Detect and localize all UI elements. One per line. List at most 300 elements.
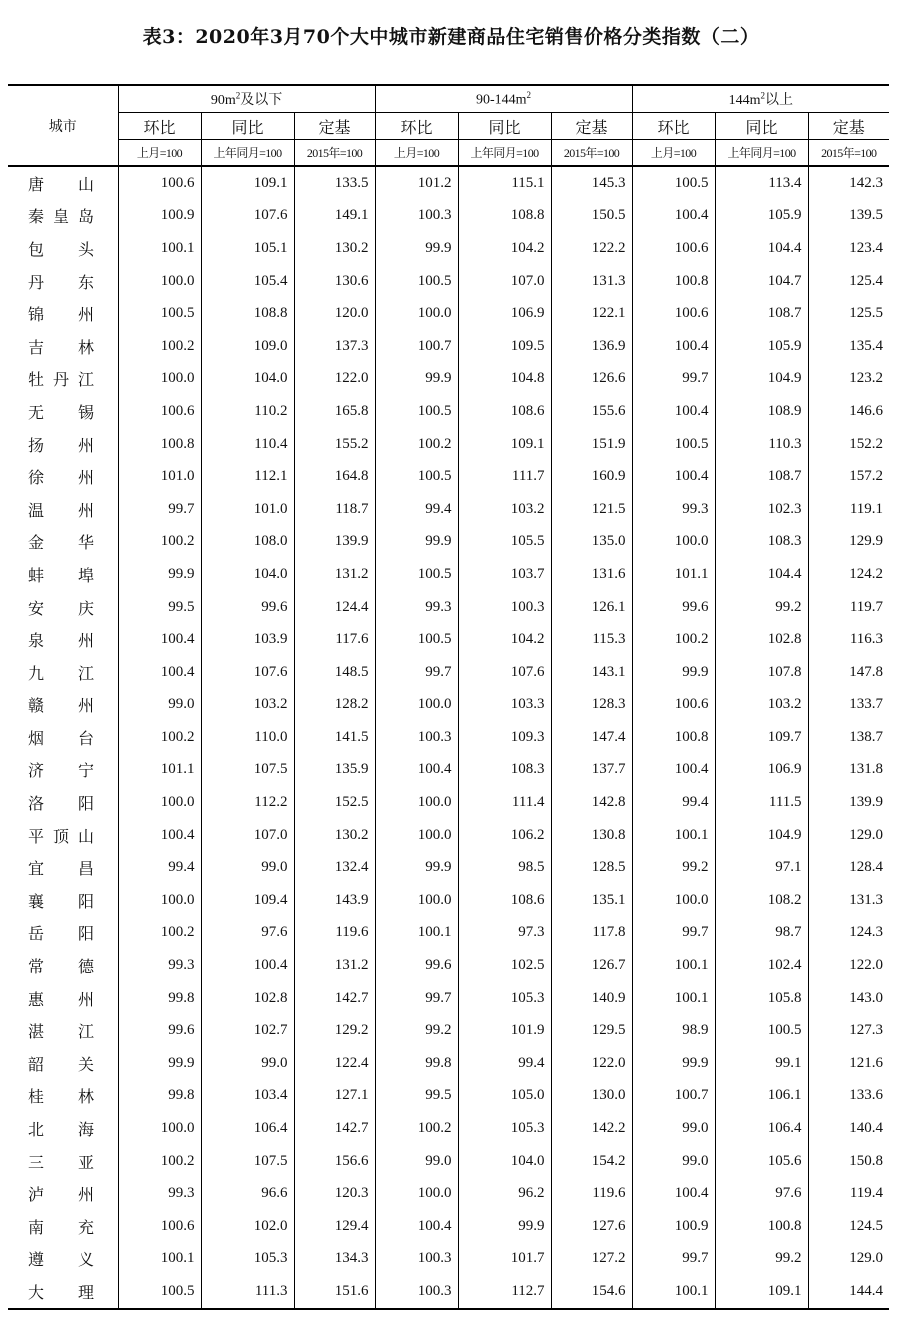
index-value-cell: 137.7 — [551, 754, 632, 787]
index-value-cell: 144.4 — [808, 1275, 889, 1309]
city-name: 襄阳 — [28, 893, 94, 911]
index-value-cell: 96.2 — [458, 1177, 551, 1210]
index-value-cell: 137.3 — [294, 330, 375, 363]
city-name: 桂林 — [28, 1089, 94, 1107]
index-value-cell: 131.3 — [808, 884, 889, 917]
index-value-cell: 99.9 — [632, 656, 715, 689]
index-value-cell: 141.5 — [294, 721, 375, 754]
city-name: 韶关 — [28, 1056, 94, 1074]
index-value-cell: 135.0 — [551, 526, 632, 559]
index-value-cell: 148.5 — [294, 656, 375, 689]
index-value-cell: 99.9 — [632, 1047, 715, 1080]
index-value-cell: 99.3 — [375, 591, 458, 624]
index-value-cell: 100.8 — [715, 1210, 808, 1243]
index-value-cell: 100.0 — [375, 297, 458, 330]
index-value-cell: 108.8 — [458, 200, 551, 233]
table-row — [8, 428, 889, 461]
table-row — [8, 982, 889, 1015]
index-value-cell: 102.3 — [715, 493, 808, 526]
index-value-cell: 100.4 — [201, 949, 294, 982]
index-value-cell: 152.2 — [808, 428, 889, 461]
index-value-cell: 142.7 — [294, 1112, 375, 1145]
index-value-cell: 129.5 — [551, 1014, 632, 1047]
index-value-cell: 109.4 — [201, 884, 294, 917]
index-value-cell: 147.8 — [808, 656, 889, 689]
index-value-cell: 103.9 — [201, 623, 294, 656]
index-value-cell: 99.0 — [201, 851, 294, 884]
index-value-cell: 100.2 — [375, 428, 458, 461]
table-row — [8, 754, 889, 787]
index-value-cell: 129.4 — [294, 1210, 375, 1243]
index-value-cell: 104.4 — [715, 558, 808, 591]
index-value-cell: 108.6 — [458, 884, 551, 917]
page-title: 表3：2020年3月70个大中城市新建商品住宅销售价格分类指数（二） — [142, 26, 760, 48]
index-value-cell: 100.5 — [375, 265, 458, 298]
index-value-cell: 154.2 — [551, 1145, 632, 1178]
index-value-cell: 111.3 — [201, 1275, 294, 1309]
table-row — [8, 265, 889, 298]
index-value-cell: 100.4 — [632, 1177, 715, 1210]
table-row — [8, 623, 889, 656]
index-value-cell: 123.2 — [808, 363, 889, 396]
index-value-cell: 108.0 — [201, 526, 294, 559]
index-value-cell: 100.4 — [632, 200, 715, 233]
sub-header-mom: 环比 — [118, 113, 201, 140]
index-value-cell: 104.9 — [715, 363, 808, 396]
index-value-cell: 104.7 — [715, 265, 808, 298]
index-value-cell: 127.1 — [294, 1080, 375, 1113]
index-value-cell: 142.8 — [551, 786, 632, 819]
city-name: 洛阳 — [28, 796, 94, 814]
city-name: 温州 — [28, 502, 94, 520]
index-value-cell: 121.5 — [551, 493, 632, 526]
index-value-cell: 100.2 — [632, 623, 715, 656]
index-value-cell: 100.4 — [118, 656, 201, 689]
table-row — [8, 200, 889, 233]
index-value-cell: 105.6 — [715, 1145, 808, 1178]
index-value-cell: 120.3 — [294, 1177, 375, 1210]
index-value-cell: 131.6 — [551, 558, 632, 591]
index-value-cell: 107.5 — [201, 1145, 294, 1178]
city-name: 九江 — [28, 665, 94, 683]
base-header-mom: 上月=100 — [118, 140, 201, 167]
index-value-cell: 99.7 — [375, 656, 458, 689]
index-value-cell: 105.4 — [201, 265, 294, 298]
base-header-yoy: 上年同月=100 — [201, 140, 294, 167]
group-header-large: $144m^2$以上 — [632, 85, 889, 113]
index-value-cell: 100.1 — [632, 1275, 715, 1309]
index-value-cell: 100.1 — [375, 917, 458, 950]
sub-header-fixed: 定基 — [808, 113, 889, 140]
city-name: 丹东 — [28, 274, 94, 292]
index-value-cell: 100.5 — [375, 460, 458, 493]
index-value-cell: 99.0 — [201, 1047, 294, 1080]
index-value-cell: 129.0 — [808, 819, 889, 852]
index-value-cell: 130.2 — [294, 819, 375, 852]
table-row — [8, 591, 889, 624]
index-value-cell: 99.9 — [458, 1210, 551, 1243]
index-value-cell: 124.2 — [808, 558, 889, 591]
index-value-cell: 103.2 — [201, 689, 294, 722]
index-value-cell: 130.0 — [551, 1080, 632, 1113]
index-value-cell: 128.2 — [294, 689, 375, 722]
index-value-cell: 100.6 — [118, 395, 201, 428]
index-value-cell: 122.0 — [551, 1047, 632, 1080]
table-row — [8, 363, 889, 396]
index-value-cell: 100.0 — [118, 884, 201, 917]
index-value-cell: 119.7 — [808, 591, 889, 624]
index-value-cell: 124.4 — [294, 591, 375, 624]
index-value-cell: 122.0 — [294, 363, 375, 396]
index-value-cell: 109.1 — [715, 1275, 808, 1309]
index-value-cell: 99.5 — [375, 1080, 458, 1113]
index-value-cell: 108.7 — [715, 460, 808, 493]
city-name: 安庆 — [28, 600, 94, 618]
index-value-cell: 105.5 — [458, 526, 551, 559]
index-value-cell: 100.0 — [375, 689, 458, 722]
index-value-cell: 116.3 — [808, 623, 889, 656]
index-value-cell: 100.2 — [375, 1112, 458, 1145]
index-value-cell: 99.6 — [632, 591, 715, 624]
index-value-cell: 99.9 — [118, 558, 201, 591]
index-value-cell: 109.1 — [201, 166, 294, 200]
index-value-cell: 112.2 — [201, 786, 294, 819]
index-value-cell: 100.3 — [375, 1275, 458, 1309]
city-name: 大理 — [28, 1284, 94, 1302]
index-value-cell: 111.4 — [458, 786, 551, 819]
index-value-cell: 131.8 — [808, 754, 889, 787]
city-name: 南充 — [28, 1219, 94, 1237]
index-value-cell: 140.4 — [808, 1112, 889, 1145]
index-value-cell: 165.8 — [294, 395, 375, 428]
index-value-cell: 135.4 — [808, 330, 889, 363]
index-value-cell: 108.2 — [715, 884, 808, 917]
index-value-cell: 97.3 — [458, 917, 551, 950]
index-value-cell: 105.3 — [201, 1243, 294, 1276]
index-value-cell: 99.4 — [375, 493, 458, 526]
index-value-cell: 100.0 — [375, 1177, 458, 1210]
index-value-cell: 109.1 — [458, 428, 551, 461]
index-value-cell: 140.9 — [551, 982, 632, 1015]
table-row — [8, 493, 889, 526]
index-value-cell: 109.5 — [458, 330, 551, 363]
index-value-cell: 108.6 — [458, 395, 551, 428]
index-value-cell: 99.4 — [118, 851, 201, 884]
table-row — [8, 819, 889, 852]
index-value-cell: 123.4 — [808, 232, 889, 265]
base-header-mom: 上月=100 — [375, 140, 458, 167]
index-value-cell: 131.2 — [294, 949, 375, 982]
index-value-cell: 100.8 — [632, 721, 715, 754]
index-value-cell: 108.7 — [715, 297, 808, 330]
index-value-cell: 145.3 — [551, 166, 632, 200]
index-value-cell: 129.9 — [808, 526, 889, 559]
index-value-cell: 122.0 — [808, 949, 889, 982]
index-value-cell: 100.4 — [118, 819, 201, 852]
table-row — [8, 689, 889, 722]
index-value-cell: 154.6 — [551, 1275, 632, 1309]
index-value-cell: 139.9 — [808, 786, 889, 819]
index-value-cell: 104.0 — [201, 558, 294, 591]
table-row — [8, 949, 889, 982]
index-value-cell: 99.8 — [375, 1047, 458, 1080]
index-value-cell: 104.8 — [458, 363, 551, 396]
index-value-cell: 100.2 — [118, 721, 201, 754]
index-value-cell: 109.7 — [715, 721, 808, 754]
index-value-cell: 110.2 — [201, 395, 294, 428]
index-value-cell: 99.4 — [458, 1047, 551, 1080]
index-value-cell: 102.5 — [458, 949, 551, 982]
index-value-cell: 118.7 — [294, 493, 375, 526]
index-value-cell: 100.4 — [632, 460, 715, 493]
index-value-cell: 100.3 — [375, 1243, 458, 1276]
index-value-cell: 100.2 — [118, 330, 201, 363]
index-value-cell: 101.2 — [375, 166, 458, 200]
index-value-cell: 105.3 — [458, 1112, 551, 1145]
city-name: 锦州 — [28, 307, 94, 325]
index-value-cell: 99.0 — [375, 1145, 458, 1178]
index-value-cell: 100.2 — [118, 917, 201, 950]
index-value-cell: 108.3 — [715, 526, 808, 559]
sub-header-mom: 环比 — [632, 113, 715, 140]
index-value-cell: 100.5 — [375, 558, 458, 591]
index-value-cell: 100.1 — [632, 949, 715, 982]
index-value-cell: 100.8 — [632, 265, 715, 298]
index-value-cell: 119.6 — [294, 917, 375, 950]
city-name: 惠州 — [28, 991, 94, 1009]
index-value-cell: 100.4 — [375, 1210, 458, 1243]
index-value-cell: 99.9 — [375, 232, 458, 265]
table-row — [8, 1014, 889, 1047]
index-value-cell: 129.0 — [808, 1243, 889, 1276]
index-value-cell: 149.1 — [294, 200, 375, 233]
index-value-cell: 106.9 — [715, 754, 808, 787]
index-value-cell: 139.9 — [294, 526, 375, 559]
index-value-cell: 107.6 — [201, 200, 294, 233]
index-value-cell: 99.7 — [375, 982, 458, 1015]
index-value-cell: 101.0 — [118, 460, 201, 493]
index-value-cell: 102.7 — [201, 1014, 294, 1047]
index-value-cell: 100.3 — [375, 200, 458, 233]
table-row — [8, 851, 889, 884]
city-name: 吉林 — [28, 339, 94, 357]
table-row — [8, 460, 889, 493]
index-value-cell: 112.7 — [458, 1275, 551, 1309]
index-value-cell: 164.8 — [294, 460, 375, 493]
index-value-cell: 100.4 — [375, 754, 458, 787]
index-value-cell: 107.6 — [458, 656, 551, 689]
index-value-cell: 100.0 — [375, 819, 458, 852]
index-value-cell: 135.9 — [294, 754, 375, 787]
index-value-cell: 100.3 — [375, 721, 458, 754]
index-value-cell: 146.6 — [808, 395, 889, 428]
index-value-cell: 104.4 — [715, 232, 808, 265]
index-value-cell: 99.7 — [118, 493, 201, 526]
index-value-cell: 105.1 — [201, 232, 294, 265]
index-value-cell: 151.6 — [294, 1275, 375, 1309]
index-value-cell: 128.5 — [551, 851, 632, 884]
index-value-cell: 97.1 — [715, 851, 808, 884]
index-value-cell: 100.9 — [632, 1210, 715, 1243]
index-value-cell: 109.3 — [458, 721, 551, 754]
index-value-cell: 99.8 — [118, 982, 201, 1015]
index-value-cell: 106.2 — [458, 819, 551, 852]
table-row — [8, 1177, 889, 1210]
index-value-cell: 100.1 — [632, 982, 715, 1015]
index-value-cell: 100.5 — [118, 1275, 201, 1309]
index-value-cell: 98.9 — [632, 1014, 715, 1047]
table-row — [8, 1112, 889, 1145]
table-row — [8, 786, 889, 819]
index-value-cell: 100.3 — [458, 591, 551, 624]
index-value-cell: 103.7 — [458, 558, 551, 591]
index-value-cell: 133.6 — [808, 1080, 889, 1113]
index-value-cell: 106.4 — [201, 1112, 294, 1145]
index-value-cell: 138.7 — [808, 721, 889, 754]
city-name: 蚌埠 — [28, 567, 94, 585]
table-row — [8, 330, 889, 363]
index-value-cell: 104.0 — [458, 1145, 551, 1178]
table-row — [8, 558, 889, 591]
index-value-cell: 99.4 — [632, 786, 715, 819]
index-value-cell: 100.7 — [632, 1080, 715, 1113]
base-header-yoy: 上年同月=100 — [715, 140, 808, 167]
group-header-medium: $90-144m^2$ — [375, 85, 632, 113]
index-value-cell: 107.8 — [715, 656, 808, 689]
index-value-cell: 113.4 — [715, 166, 808, 200]
city-name: 无锡 — [28, 404, 94, 422]
index-value-cell: 126.7 — [551, 949, 632, 982]
index-value-cell: 110.4 — [201, 428, 294, 461]
index-value-cell: 133.5 — [294, 166, 375, 200]
index-value-cell: 110.0 — [201, 721, 294, 754]
index-value-cell: 100.0 — [632, 526, 715, 559]
index-value-cell: 134.3 — [294, 1243, 375, 1276]
base-header-fixed: 2015年=100 — [294, 140, 375, 167]
table-row — [8, 1275, 889, 1309]
index-value-cell: 100.6 — [118, 166, 201, 200]
sub-header-yoy: 同比 — [201, 113, 294, 140]
index-value-cell: 150.8 — [808, 1145, 889, 1178]
index-value-cell: 115.1 — [458, 166, 551, 200]
sub-header-fixed: 定基 — [551, 113, 632, 140]
index-value-cell: 100.5 — [375, 623, 458, 656]
index-value-cell: 132.4 — [294, 851, 375, 884]
index-value-cell: 100.4 — [632, 395, 715, 428]
city-name: 赣州 — [28, 698, 94, 716]
index-value-cell: 100.5 — [632, 428, 715, 461]
index-value-cell: 100.2 — [118, 526, 201, 559]
table-row — [8, 1080, 889, 1113]
index-value-cell: 99.2 — [715, 591, 808, 624]
index-value-cell: 103.3 — [458, 689, 551, 722]
city-name: 泸州 — [28, 1187, 94, 1205]
table-row — [8, 884, 889, 917]
index-value-cell: 103.2 — [458, 493, 551, 526]
index-value-cell: 106.1 — [715, 1080, 808, 1113]
base-header-fixed: 2015年=100 — [551, 140, 632, 167]
index-value-cell: 99.8 — [118, 1080, 201, 1113]
index-value-cell: 106.9 — [458, 297, 551, 330]
index-value-cell: 143.0 — [808, 982, 889, 1015]
index-value-cell: 100.6 — [632, 689, 715, 722]
index-value-cell: 125.4 — [808, 265, 889, 298]
index-value-cell: 100.1 — [118, 1243, 201, 1276]
index-value-cell: 101.1 — [632, 558, 715, 591]
index-value-cell: 107.6 — [201, 656, 294, 689]
index-value-cell: 100.0 — [118, 1112, 201, 1145]
index-value-cell: 99.7 — [632, 917, 715, 950]
index-value-cell: 100.2 — [118, 1145, 201, 1178]
index-value-cell: 142.3 — [808, 166, 889, 200]
index-value-cell: 99.3 — [118, 949, 201, 982]
index-value-cell: 131.2 — [294, 558, 375, 591]
index-value-cell: 100.0 — [375, 786, 458, 819]
index-value-cell: 122.1 — [551, 297, 632, 330]
index-value-cell: 160.9 — [551, 460, 632, 493]
index-value-cell: 100.5 — [118, 297, 201, 330]
city-name: 扬州 — [28, 437, 94, 455]
index-value-cell: 100.8 — [118, 428, 201, 461]
index-value-cell: 99.2 — [632, 851, 715, 884]
city-name: 常德 — [28, 959, 94, 977]
city-name: 徐州 — [28, 470, 94, 488]
table-row — [8, 1145, 889, 1178]
city-name: 烟台 — [28, 730, 94, 748]
index-value-cell: 143.1 — [551, 656, 632, 689]
table-row — [8, 721, 889, 754]
table-row — [8, 1210, 889, 1243]
index-value-cell: 97.6 — [201, 917, 294, 950]
sub-header-yoy: 同比 — [715, 113, 808, 140]
index-value-cell: 107.0 — [201, 819, 294, 852]
index-value-cell: 99.6 — [118, 1014, 201, 1047]
index-value-cell: 130.2 — [294, 232, 375, 265]
index-value-cell: 150.5 — [551, 200, 632, 233]
sub-header-yoy: 同比 — [458, 113, 551, 140]
city-name: 宜昌 — [28, 861, 94, 879]
index-value-cell: 124.5 — [808, 1210, 889, 1243]
index-value-cell: 109.0 — [201, 330, 294, 363]
index-value-cell: 101.0 — [201, 493, 294, 526]
index-value-cell: 100.0 — [118, 265, 201, 298]
index-value-cell: 100.6 — [632, 297, 715, 330]
index-value-cell: 108.9 — [715, 395, 808, 428]
index-value-cell: 102.4 — [715, 949, 808, 982]
index-value-cell: 119.1 — [808, 493, 889, 526]
sub-header-fixed: 定基 — [294, 113, 375, 140]
index-value-cell: 100.5 — [715, 1014, 808, 1047]
table-row — [8, 166, 889, 200]
base-header-yoy: 上年同月=100 — [458, 140, 551, 167]
index-value-cell: 103.2 — [715, 689, 808, 722]
index-value-cell: 98.5 — [458, 851, 551, 884]
index-value-cell: 103.4 — [201, 1080, 294, 1113]
city-name: 秦皇岛 — [28, 209, 94, 227]
index-value-cell: 136.9 — [551, 330, 632, 363]
index-value-cell: 100.6 — [632, 232, 715, 265]
index-value-cell: 100.7 — [375, 330, 458, 363]
index-value-cell: 99.9 — [375, 526, 458, 559]
index-value-cell: 120.0 — [294, 297, 375, 330]
index-value-cell: 100.0 — [118, 786, 201, 819]
index-value-cell: 100.0 — [375, 884, 458, 917]
table-row — [8, 1243, 889, 1276]
index-value-cell: 100.9 — [118, 200, 201, 233]
group-header-small: $90m^2$及以下 — [118, 85, 375, 113]
index-value-cell: 105.8 — [715, 982, 808, 1015]
index-value-cell: 101.7 — [458, 1243, 551, 1276]
